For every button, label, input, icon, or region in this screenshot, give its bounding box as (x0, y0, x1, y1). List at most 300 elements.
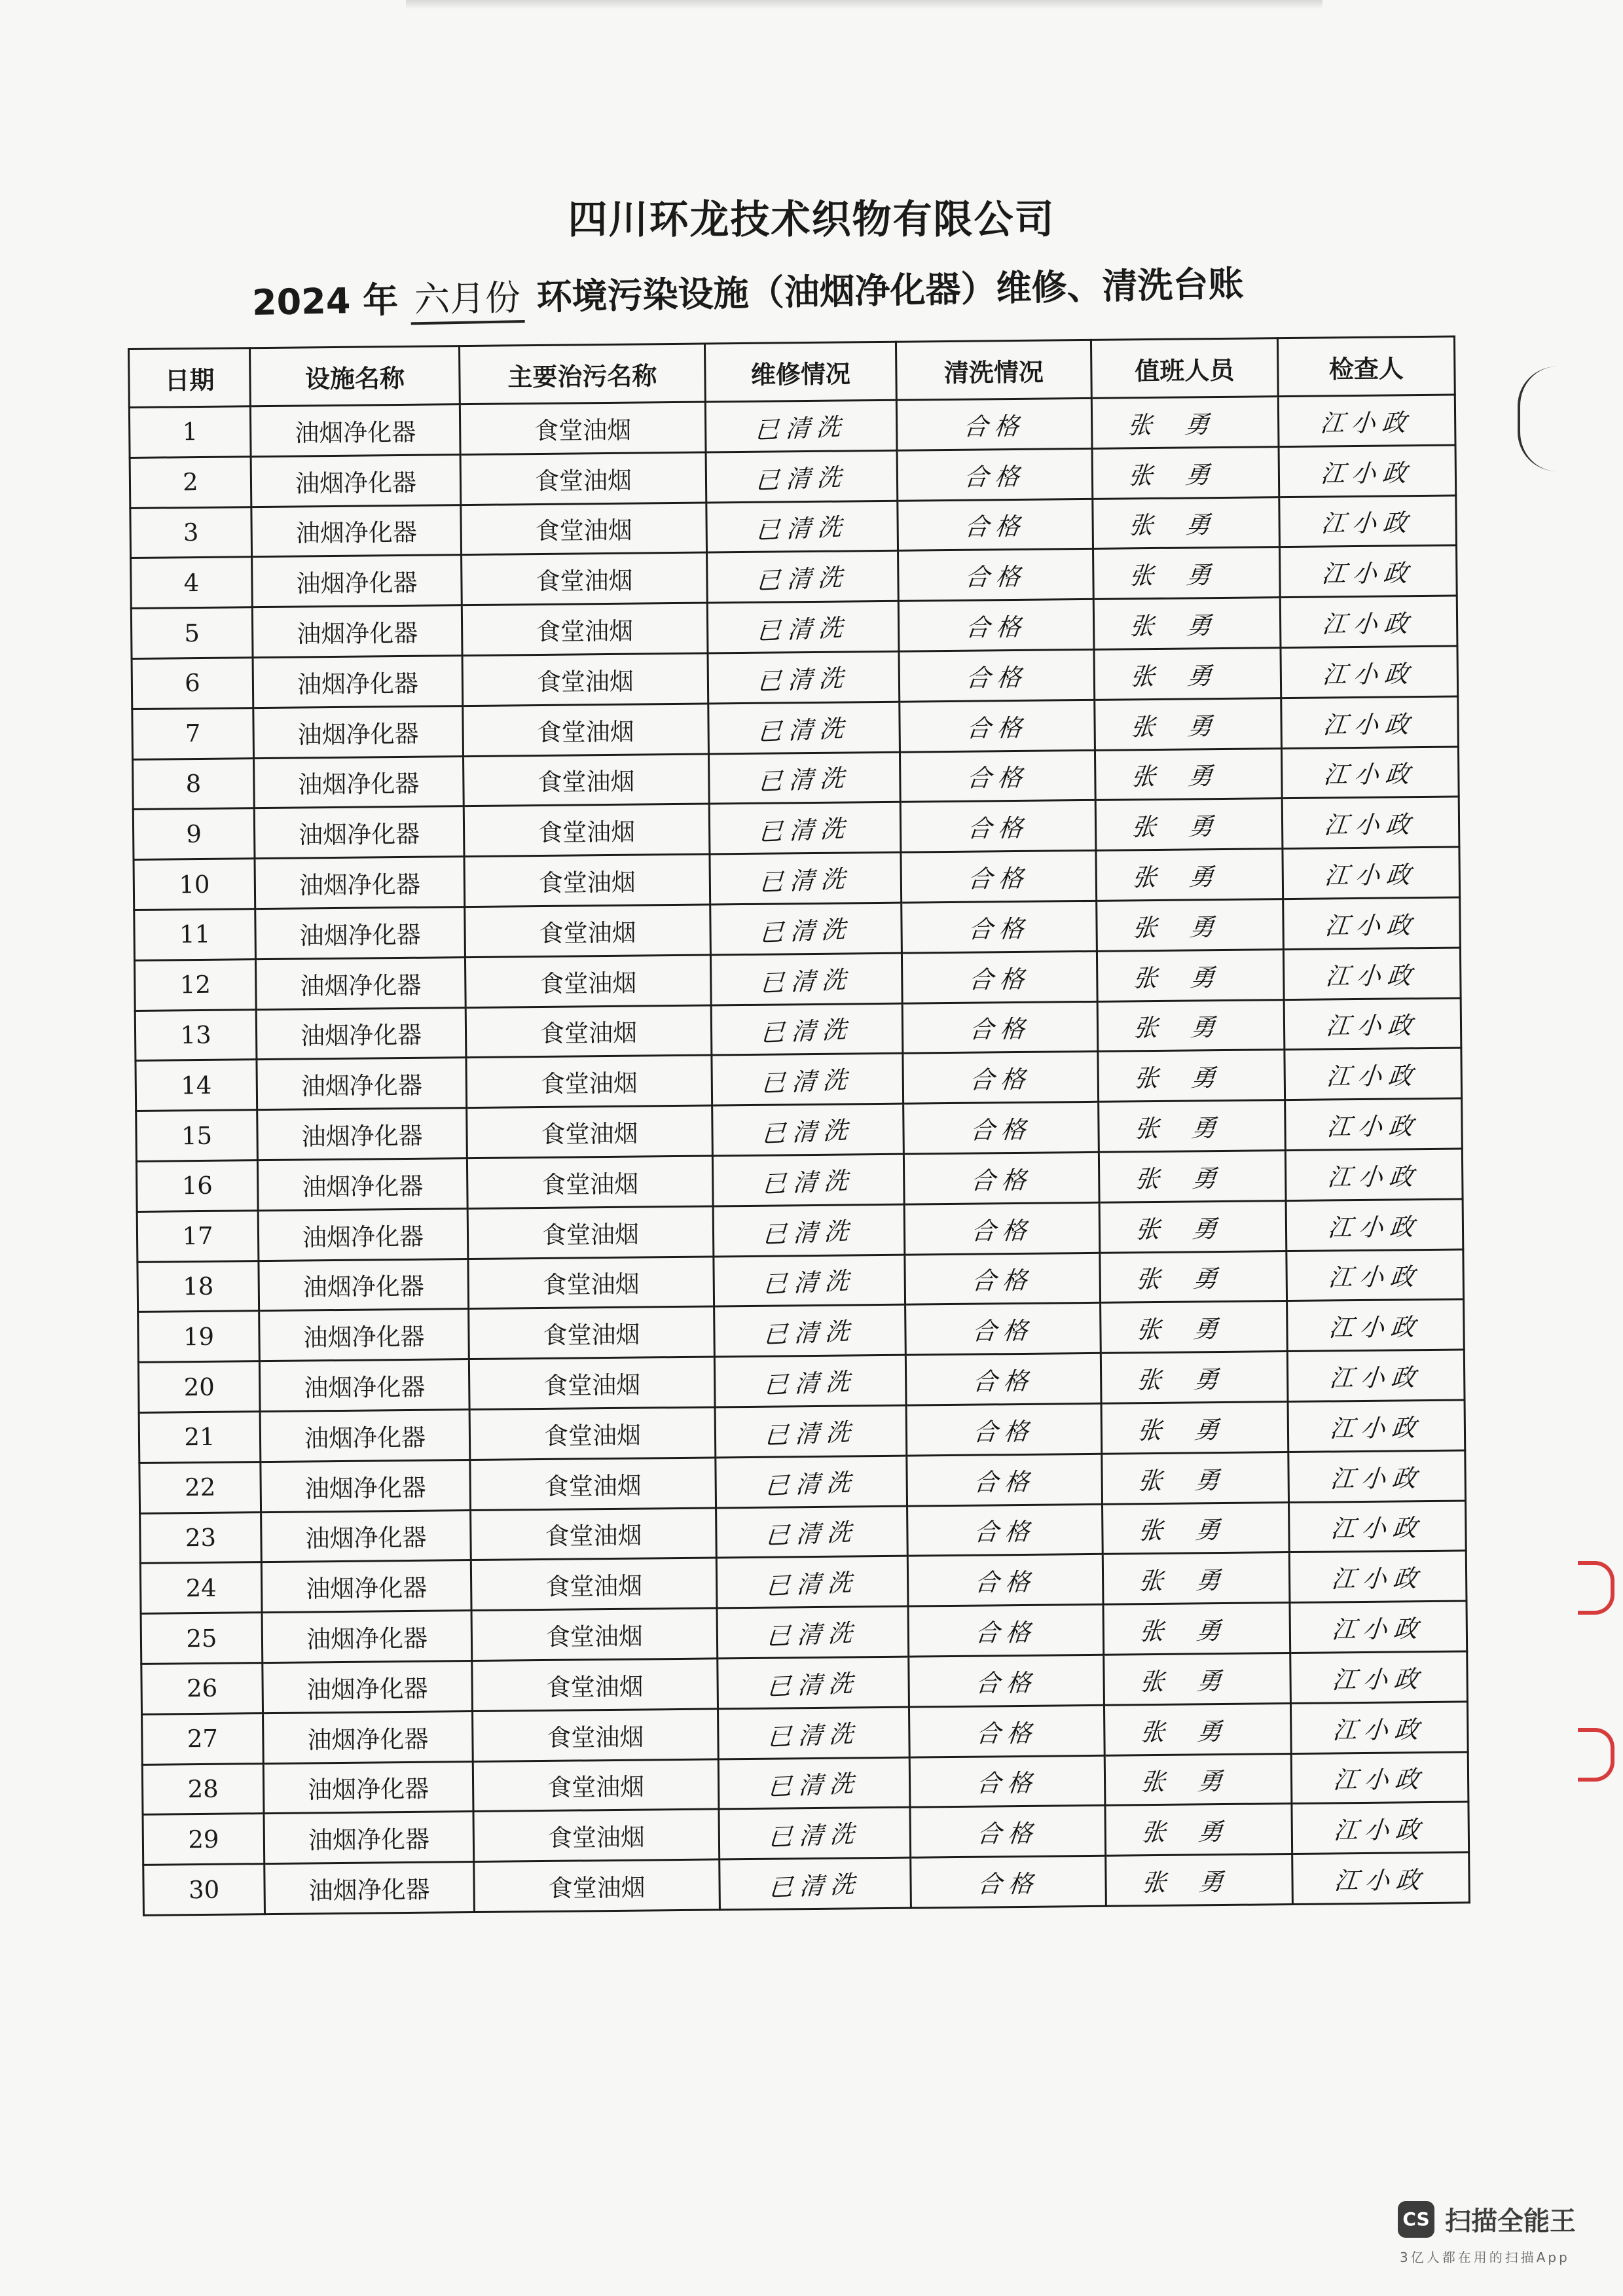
cell-cleaning-handwriting: 合格 (966, 914, 1031, 944)
cell-duty-handwriting: 张勇 (1129, 711, 1247, 742)
cell-duty-handwriting: 张勇 (1127, 560, 1245, 590)
cell-duty-handwriting: 张勇 (1137, 1465, 1254, 1495)
cell-maintenance-handwriting: 已清洗 (762, 1317, 857, 1350)
cell-pollutant: 食堂油烟 (469, 1306, 715, 1359)
cell-inspector-handwriting: 江小政 (1332, 1816, 1428, 1845)
cell-cleaning-handwriting: 合格 (970, 1266, 1034, 1296)
cell-maintenance-handwriting: 已清洗 (763, 1417, 858, 1450)
cell-inspector-handwriting: 江小政 (1319, 458, 1415, 488)
cell-duty (1099, 1100, 1286, 1153)
cell-pollutant: 食堂油烟 (466, 1055, 712, 1107)
cell-cleaning-handwriting: 合格 (973, 1618, 1038, 1647)
cell-duty (1101, 1301, 1288, 1354)
cell-maintenance (708, 702, 900, 754)
header-maintenance: 维修情况 (704, 342, 896, 402)
cell-cleaning (906, 1403, 1102, 1456)
cell-date: 12 (134, 959, 256, 1011)
cell-duty-handwriting: 张勇 (1133, 1113, 1250, 1143)
cell-maintenance-handwriting: 已清洗 (755, 563, 850, 596)
cell-inspector (1282, 797, 1459, 848)
cell-duty-handwriting: 张勇 (1137, 1515, 1254, 1545)
cell-pollutant: 食堂油烟 (464, 854, 710, 906)
cell-maintenance (707, 551, 899, 603)
cell-cleaning (908, 1604, 1104, 1657)
cell-pollutant: 食堂油烟 (464, 754, 710, 806)
cell-inspector-handwriting: 江小政 (1323, 861, 1419, 890)
cell-maintenance-handwriting: 已清洗 (763, 1467, 858, 1500)
margin-pen-mark (1518, 367, 1559, 471)
header-date: 日期 (129, 348, 251, 408)
cell-pollutant: 食堂油烟 (469, 1357, 715, 1409)
cell-facility: 油烟净化器 (257, 1058, 467, 1110)
cell-duty (1093, 497, 1280, 549)
cell-inspector (1290, 1601, 1467, 1653)
cell-maintenance-handwriting: 已清洗 (765, 1618, 860, 1651)
cell-inspector (1285, 1048, 1462, 1100)
cell-inspector (1292, 1802, 1469, 1854)
cell-maintenance (707, 601, 899, 653)
cell-duty-handwriting: 张勇 (1135, 1365, 1252, 1395)
cell-duty-handwriting: 张勇 (1132, 1013, 1249, 1043)
cell-pollutant: 食堂油烟 (473, 1759, 719, 1811)
cell-inspector-handwriting: 江小政 (1329, 1463, 1425, 1494)
cell-cleaning (907, 1504, 1103, 1556)
cell-duty-handwriting: 张勇 (1135, 1314, 1252, 1344)
header-duty: 值班人员 (1091, 338, 1278, 399)
cell-duty-handwriting: 张勇 (1133, 1063, 1250, 1093)
scan-edge-shadow (406, 0, 1322, 9)
cell-cleaning-handwriting: 合格 (975, 1819, 1040, 1848)
cell-pollutant: 食堂油烟 (462, 653, 708, 706)
cell-cleaning (905, 1353, 1101, 1405)
cell-inspector-handwriting: 江小政 (1328, 1363, 1423, 1393)
cell-pollutant: 食堂油烟 (469, 1407, 716, 1460)
cell-inspector (1283, 847, 1460, 899)
cell-inspector (1286, 1199, 1463, 1251)
cell-maintenance-handwriting: 已清洗 (756, 613, 850, 646)
cell-date: 10 (134, 859, 255, 910)
cell-inspector-handwriting: 江小政 (1321, 609, 1416, 639)
cell-date: 30 (143, 1864, 265, 1916)
cell-cleaning (905, 1253, 1101, 1305)
cell-inspector-handwriting: 江小政 (1326, 1212, 1422, 1242)
cell-pollutant: 食堂油烟 (471, 1507, 717, 1560)
cell-inspector-handwriting: 江小政 (1327, 1263, 1423, 1292)
cell-duty-handwriting: 张勇 (1130, 812, 1247, 842)
cell-cleaning (904, 1202, 1100, 1255)
cell-cleaning-handwriting: 合格 (974, 1668, 1038, 1698)
cell-duty-handwriting: 张勇 (1137, 1566, 1254, 1596)
cell-cleaning (898, 600, 1094, 652)
cell-maintenance (719, 1807, 911, 1859)
cell-duty-handwriting: 张勇 (1136, 1415, 1253, 1445)
cell-duty-handwriting: 张勇 (1138, 1616, 1255, 1646)
cell-duty (1097, 949, 1284, 1001)
cell-duty (1105, 1804, 1292, 1856)
cell-cleaning-handwriting: 合格 (970, 1216, 1034, 1246)
cell-cleaning-handwriting: 合格 (968, 1115, 1033, 1145)
cell-facility: 油烟净化器 (264, 1812, 474, 1864)
cell-cleaning (901, 851, 1097, 903)
cell-date: 13 (135, 1009, 257, 1061)
cell-maintenance-handwriting: 已清洗 (759, 965, 854, 997)
cell-duty-handwriting: 张勇 (1140, 1867, 1258, 1897)
cell-duty (1103, 1552, 1290, 1605)
cell-facility: 油烟净化器 (261, 1460, 471, 1512)
cell-date: 23 (140, 1512, 262, 1564)
cell-maintenance-handwriting: 已清洗 (765, 1668, 860, 1701)
cell-pollutant: 食堂油烟 (465, 955, 711, 1007)
cell-date: 19 (138, 1311, 260, 1363)
cell-maintenance-handwriting: 已清洗 (767, 1769, 862, 1802)
cell-date: 24 (140, 1562, 262, 1614)
cell-facility: 油烟净化器 (263, 1660, 473, 1713)
cell-cleaning (909, 1755, 1105, 1808)
cell-date: 16 (136, 1160, 258, 1212)
cell-facility: 油烟净化器 (259, 1259, 469, 1311)
cell-cleaning-handwriting: 合格 (976, 1869, 1040, 1899)
cell-cleaning (899, 649, 1095, 702)
watermark-app-name: 扫描全能王 (1445, 2206, 1576, 2236)
title-rest: 环境污染设施（油烟净化器）维修、清洗台账 (536, 262, 1245, 318)
cell-cleaning (903, 1102, 1099, 1154)
cell-pollutant: 食堂油烟 (460, 452, 706, 505)
cell-facility: 油烟净化器 (262, 1611, 472, 1663)
cell-cleaning-handwriting: 合格 (964, 613, 1029, 642)
cell-inspector (1287, 1350, 1465, 1401)
cell-cleaning-handwriting: 合格 (966, 864, 1031, 893)
cell-facility: 油烟净化器 (263, 1711, 473, 1763)
cell-facility: 油烟净化器 (259, 1309, 469, 1361)
cell-inspector (1292, 1852, 1470, 1904)
cell-duty (1097, 999, 1285, 1052)
cell-cleaning-handwriting: 合格 (965, 764, 1030, 793)
cell-inspector-handwriting: 江小政 (1322, 760, 1418, 789)
cell-maintenance-handwriting: 已清洗 (756, 663, 851, 696)
cell-duty (1097, 899, 1284, 952)
cell-facility: 油烟净化器 (261, 1510, 471, 1562)
cell-pollutant: 食堂油烟 (473, 1809, 720, 1861)
cell-pollutant: 食堂油烟 (460, 402, 706, 454)
cell-cleaning (898, 549, 1094, 601)
cell-duty (1100, 1251, 1287, 1303)
cell-facility: 油烟净化器 (251, 454, 461, 507)
cell-maintenance-handwriting: 已清洗 (758, 914, 853, 948)
cell-inspector (1288, 1400, 1465, 1452)
cell-maintenance (714, 1255, 905, 1307)
cell-duty (1099, 1151, 1286, 1203)
cell-cleaning-handwriting: 合格 (968, 1066, 1032, 1094)
cell-maintenance (710, 903, 902, 955)
cell-inspector-handwriting: 江小政 (1330, 1564, 1425, 1594)
cell-inspector-handwriting: 江小政 (1319, 408, 1414, 438)
cell-date: 27 (142, 1713, 264, 1765)
cell-cleaning (897, 448, 1093, 501)
cell-duty (1101, 1352, 1288, 1404)
cell-pollutant: 食堂油烟 (462, 603, 708, 655)
watermark-tagline: 3亿人都在用的扫描App (1400, 2250, 1570, 2265)
cell-date: 18 (137, 1261, 259, 1312)
cell-maintenance (712, 1103, 904, 1156)
cell-inspector (1289, 1551, 1467, 1602)
cell-inspector (1287, 1299, 1465, 1351)
cell-cleaning-handwriting: 合格 (962, 462, 1027, 492)
cell-cleaning (907, 1454, 1103, 1506)
cell-duty-handwriting: 张勇 (1131, 862, 1248, 892)
cell-maintenance-handwriting: 已清洗 (766, 1719, 861, 1751)
cell-inspector-handwriting: 江小政 (1322, 709, 1417, 740)
cell-cleaning (903, 1052, 1099, 1104)
cell-duty (1095, 748, 1282, 800)
cell-maintenance-handwriting: 已清洗 (763, 1367, 858, 1400)
cell-cleaning-handwriting: 合格 (962, 512, 1027, 542)
cell-maintenance-handwriting: 已清洗 (754, 412, 848, 445)
cell-date: 6 (132, 658, 253, 709)
cell-maintenance-handwriting: 已清洗 (760, 1115, 855, 1149)
cell-maintenance-handwriting: 已清洗 (758, 865, 853, 897)
cell-duty-handwriting: 张勇 (1139, 1767, 1256, 1797)
cell-maintenance (708, 651, 900, 704)
cell-facility: 油烟净化器 (255, 857, 465, 909)
cell-duty-handwriting: 张勇 (1133, 1164, 1250, 1194)
cell-inspector (1281, 747, 1459, 798)
cell-date: 5 (131, 607, 253, 659)
cell-maintenance-handwriting: 已清洗 (754, 462, 849, 495)
cell-maintenance (718, 1707, 909, 1759)
cell-facility: 油烟净化器 (259, 1359, 469, 1412)
cell-maintenance (709, 802, 901, 855)
cell-duty-handwriting: 张勇 (1126, 410, 1243, 440)
cell-maintenance (714, 1355, 906, 1407)
cell-inspector-handwriting: 江小政 (1322, 810, 1418, 840)
cell-maintenance (720, 1857, 911, 1910)
cell-duty-handwriting: 张勇 (1129, 661, 1246, 691)
cell-cleaning-handwriting: 合格 (971, 1367, 1036, 1396)
cell-date: 2 (130, 456, 251, 508)
cell-duty-handwriting: 张勇 (1127, 460, 1244, 490)
cell-maintenance-handwriting: 已清洗 (759, 1015, 854, 1048)
cell-duty-handwriting: 张勇 (1140, 1817, 1257, 1847)
cell-inspector-handwriting: 江小政 (1333, 1866, 1429, 1895)
cell-inspector-handwriting: 江小政 (1328, 1313, 1423, 1342)
cell-cleaning-handwriting: 合格 (972, 1518, 1037, 1547)
cell-inspector (1283, 948, 1461, 999)
cell-duty (1104, 1753, 1292, 1806)
cell-date: 4 (131, 557, 253, 609)
cell-maintenance-handwriting: 已清洗 (767, 1820, 862, 1852)
cell-duty (1091, 397, 1279, 449)
cell-inspector-handwriting: 江小政 (1321, 660, 1417, 689)
cell-maintenance (717, 1606, 909, 1659)
cell-pollutant: 食堂油烟 (465, 905, 711, 957)
cell-inspector (1285, 1098, 1463, 1150)
cell-facility: 油烟净化器 (253, 706, 464, 758)
cell-cleaning-handwriting: 合格 (974, 1719, 1039, 1748)
cell-maintenance-handwriting: 已清洗 (765, 1568, 860, 1601)
header-inspector: 检查人 (1277, 336, 1455, 397)
cell-cleaning (896, 398, 1092, 450)
cell-maintenance (716, 1506, 908, 1558)
cell-inspector-handwriting: 江小政 (1320, 509, 1415, 539)
cell-inspector (1283, 897, 1461, 949)
cell-maintenance (706, 450, 898, 503)
cell-inspector-handwriting: 江小政 (1330, 1615, 1426, 1644)
cell-maintenance-handwriting: 已清洗 (760, 1066, 855, 1098)
cell-duty (1103, 1603, 1290, 1655)
cell-facility: 油烟净化器 (254, 806, 464, 859)
header-facility: 设施名称 (250, 346, 460, 406)
cell-duty (1103, 1502, 1290, 1554)
cell-maintenance (715, 1405, 907, 1458)
cell-duty-handwriting: 张勇 (1127, 511, 1245, 540)
cell-duty-handwriting: 张勇 (1139, 1666, 1256, 1696)
cell-inspector-handwriting: 江小政 (1324, 910, 1419, 941)
cell-inspector (1285, 1149, 1463, 1200)
cell-duty (1096, 849, 1283, 901)
cell-facility: 油烟净化器 (251, 505, 462, 557)
cell-inspector (1281, 696, 1459, 748)
cell-duty (1101, 1402, 1288, 1454)
cell-facility: 油烟净化器 (255, 907, 465, 960)
ledger-body (129, 395, 1469, 1915)
cell-cleaning (907, 1554, 1103, 1607)
cell-maintenance (710, 852, 902, 905)
cell-inspector (1279, 445, 1456, 497)
cell-cleaning (902, 1001, 1098, 1054)
cell-duty-handwriting: 张勇 (1131, 912, 1249, 942)
cell-pollutant: 食堂油烟 (474, 1859, 720, 1912)
title-year: 2024 年 (251, 279, 399, 323)
cell-cleaning (903, 1152, 1099, 1204)
cell-pollutant: 食堂油烟 (473, 1709, 719, 1761)
cell-inspector-handwriting: 江小政 (1332, 1765, 1427, 1795)
red-stamp-fragment (1578, 1728, 1614, 1782)
cell-maintenance-handwriting: 已清洗 (764, 1518, 859, 1551)
ledger-table (128, 336, 1470, 1916)
cell-inspector-handwriting: 江小政 (1324, 1011, 1420, 1041)
cell-date: 1 (129, 406, 251, 458)
cell-inspector-handwriting: 江小政 (1329, 1514, 1425, 1543)
header-cleaning: 清洗情况 (896, 340, 1091, 400)
cell-cleaning (911, 1856, 1106, 1908)
cell-facility: 油烟净化器 (257, 1108, 467, 1160)
cell-date: 28 (142, 1763, 264, 1815)
cell-pollutant: 食堂油烟 (472, 1659, 718, 1711)
cell-maintenance (712, 1054, 903, 1106)
cell-duty-handwriting: 张勇 (1131, 963, 1249, 992)
cell-duty (1093, 598, 1281, 650)
cell-cleaning (910, 1806, 1106, 1858)
cell-maintenance-handwriting: 已清洗 (757, 814, 852, 847)
cell-cleaning (909, 1705, 1104, 1757)
cell-pollutant: 食堂油烟 (462, 552, 708, 605)
cell-pollutant: 食堂油烟 (471, 1608, 718, 1660)
cell-cleaning-handwriting: 合格 (962, 412, 1027, 441)
cell-pollutant: 食堂油烟 (467, 1156, 713, 1208)
cell-facility: 油烟净化器 (255, 957, 465, 1009)
cell-date: 26 (141, 1663, 263, 1715)
cell-duty (1106, 1854, 1293, 1907)
cell-pollutant: 食堂油烟 (463, 704, 709, 756)
cell-pollutant: 食堂油烟 (471, 1558, 717, 1610)
cell-duty-handwriting: 张勇 (1129, 762, 1247, 791)
cell-facility: 油烟净化器 (256, 1007, 466, 1060)
cell-duty (1099, 1200, 1286, 1253)
cell-cleaning-handwriting: 合格 (972, 1417, 1036, 1446)
cell-facility: 油烟净化器 (264, 1862, 475, 1914)
cell-cleaning (905, 1303, 1101, 1355)
cell-maintenance (716, 1556, 908, 1608)
cell-duty (1095, 798, 1283, 851)
cell-cleaning-handwriting: 合格 (963, 563, 1028, 592)
scanner-watermark (1398, 2200, 1576, 2238)
cell-maintenance-handwriting: 已清洗 (754, 512, 849, 545)
cell-maintenance-handwriting: 已清洗 (757, 764, 852, 797)
cell-date: 8 (133, 758, 255, 810)
cell-inspector (1291, 1751, 1468, 1803)
cell-pollutant: 食堂油烟 (467, 1206, 714, 1259)
cell-inspector-handwriting: 江小政 (1326, 1112, 1421, 1141)
cell-date: 20 (138, 1361, 260, 1413)
cell-facility: 油烟净化器 (260, 1410, 470, 1462)
cell-inspector (1286, 1249, 1464, 1301)
cell-cleaning-handwriting: 合格 (972, 1467, 1036, 1497)
cell-pollutant: 食堂油烟 (464, 804, 710, 856)
cell-date: 21 (139, 1412, 261, 1463)
cell-cleaning-handwriting: 合格 (970, 1317, 1035, 1346)
cell-facility: 油烟净化器 (254, 756, 464, 808)
cell-maintenance (712, 1154, 904, 1206)
cell-maintenance (713, 1204, 905, 1257)
title-month: 六月份 (410, 270, 525, 325)
cell-cleaning (900, 750, 1095, 802)
cell-maintenance (714, 1305, 906, 1357)
cell-maintenance (716, 1456, 907, 1508)
cell-inspector (1289, 1500, 1467, 1552)
cell-cleaning (900, 800, 1096, 853)
company-name: 四川环龙技术织物有限公司 (568, 197, 1055, 243)
cell-inspector (1279, 495, 1457, 547)
cell-inspector-handwriting: 江小政 (1326, 1162, 1421, 1192)
red-stamp-fragment (1578, 1561, 1614, 1615)
cell-inspector-handwriting: 江小政 (1331, 1664, 1427, 1695)
cell-cleaning-handwriting: 合格 (973, 1568, 1038, 1597)
cell-maintenance-handwriting: 已清洗 (761, 1166, 856, 1199)
cell-date: 22 (139, 1462, 261, 1513)
cell-inspector-handwriting: 江小政 (1325, 1062, 1421, 1091)
cell-duty (1094, 648, 1281, 700)
cell-inspector (1284, 998, 1461, 1050)
cell-pollutant: 食堂油烟 (461, 503, 707, 555)
cell-maintenance-handwriting: 已清洗 (767, 1869, 862, 1903)
header-pollutant: 主要治污名称 (459, 344, 705, 404)
cell-pollutant: 食堂油烟 (467, 1105, 713, 1158)
cell-inspector-handwriting: 江小政 (1324, 961, 1419, 991)
cell-facility: 油烟净化器 (252, 605, 462, 658)
cell-date: 25 (141, 1613, 263, 1664)
cs-logo-icon: CS (1398, 2201, 1434, 2238)
cell-date: 17 (137, 1210, 259, 1262)
cell-inspector (1290, 1702, 1468, 1753)
cell-date: 11 (134, 909, 256, 961)
cell-duty (1093, 547, 1281, 600)
cell-inspector (1290, 1651, 1468, 1703)
cell-inspector (1280, 596, 1457, 647)
cell-maintenance (706, 501, 898, 553)
cell-cleaning-handwriting: 合格 (964, 663, 1029, 692)
cell-cleaning-handwriting: 合格 (968, 1015, 1032, 1045)
cell-pollutant: 食堂油烟 (465, 1005, 712, 1058)
